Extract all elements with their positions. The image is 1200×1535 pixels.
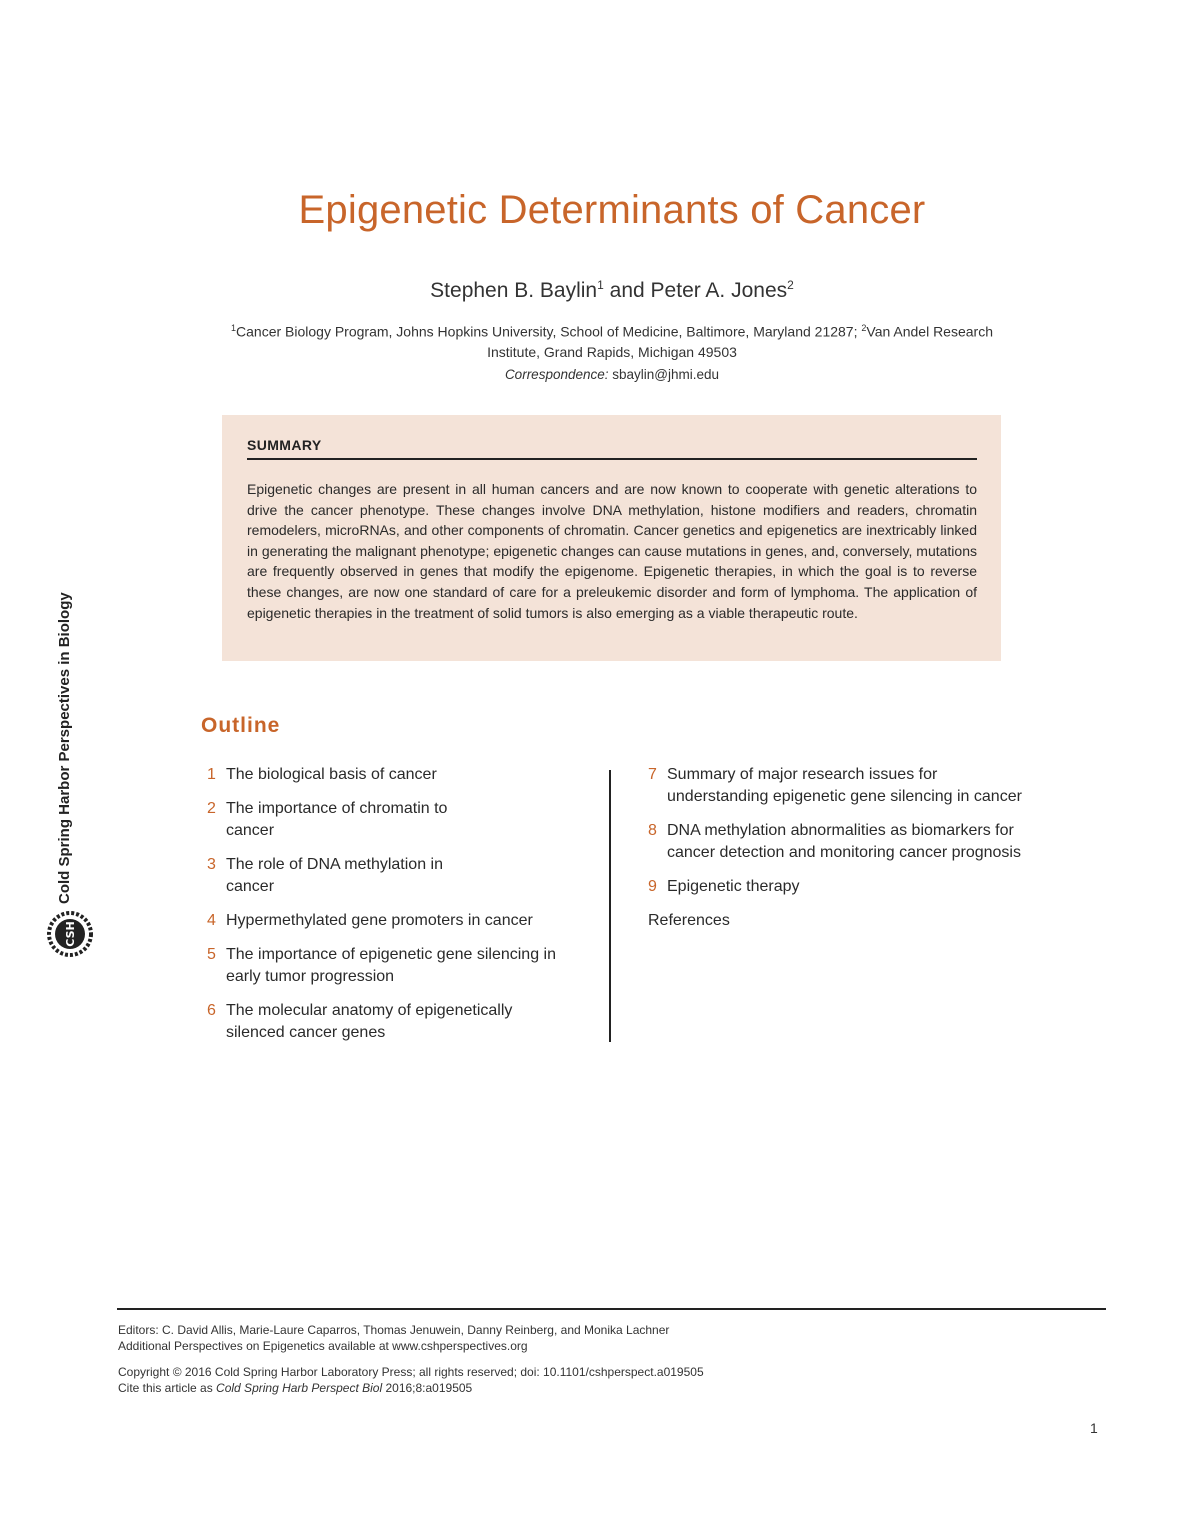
outline-label: Epigenetic therapy bbox=[667, 878, 800, 895]
footer-editors: Editors: C. David Allis, Marie-Laure Caparros, Thomas Jenuwein, Danny Reinberg, and Monika Lachner bbox=[118, 1323, 670, 1337]
footer-citation bbox=[118, 1380, 1098, 1396]
outline-number: 2 bbox=[207, 800, 216, 817]
cite-prefix: Cite this article as bbox=[118, 1381, 213, 1395]
journal-sidebar-title: Cold Spring Harbor Perspectives in Biology bbox=[56, 592, 73, 904]
article-title: Epigenetic Determinants of Cancer bbox=[298, 188, 926, 232]
outline-number: 5 bbox=[207, 946, 216, 963]
outline-item[interactable] bbox=[207, 944, 597, 988]
outline-item[interactable] bbox=[207, 1000, 597, 1044]
footer-additional: Additional Perspectives on Epigenetics available at www.cshperspectives.org bbox=[118, 1339, 528, 1353]
outline-label: The role of DNA methylation in cancer bbox=[226, 856, 443, 895]
affil-marker: 2 bbox=[861, 323, 867, 333]
outline-item[interactable] bbox=[648, 764, 1068, 808]
footer-copyright-block bbox=[118, 1364, 1098, 1396]
outline-item[interactable] bbox=[648, 876, 1068, 898]
outline-number: 1 bbox=[207, 766, 216, 783]
outline-item[interactable] bbox=[207, 798, 597, 842]
outline-number: 6 bbox=[207, 1002, 216, 1019]
outline-label: The importance of epigenetic gene silencing in early tumor progression bbox=[226, 946, 556, 985]
correspondence-email[interactable]: sbaylin@jhmi.edu bbox=[612, 367, 720, 382]
csh-logo-icon bbox=[46, 910, 94, 958]
outline-column-right bbox=[648, 764, 1068, 932]
author-conjunction: and bbox=[609, 279, 645, 302]
csh-logo-text: CSH bbox=[64, 921, 77, 947]
author-line bbox=[0, 278, 1200, 303]
outline-column-divider bbox=[609, 770, 611, 1042]
summary-heading: SUMMARY bbox=[247, 437, 977, 460]
outline-label: DNA methylation abnormalities as biomarkers for cancer detection and monitoring cancer prognosis bbox=[667, 822, 1021, 861]
outline-title: Outline bbox=[201, 714, 281, 737]
outline-label: The biological basis of cancer bbox=[226, 766, 437, 783]
affiliation-1: Cancer Biology Program, Johns Hopkins University, School of Medicine, Baltimore, Maryland 21287; bbox=[236, 323, 858, 340]
page-number: 1 bbox=[1090, 1420, 1098, 1436]
author-affil-marker: 1 bbox=[597, 278, 604, 292]
outline-number: 7 bbox=[648, 766, 657, 783]
author-affil-marker: 2 bbox=[787, 278, 794, 292]
outline-column-left bbox=[207, 764, 597, 1056]
footer-rule bbox=[117, 1308, 1106, 1310]
author-name: Peter A. Jones bbox=[650, 279, 788, 302]
footer-copyright: Copyright © 2016 Cold Spring Harbor Laboratory Press; all rights reserved; doi: 10.1101/cshperspect.a019505 bbox=[118, 1365, 704, 1379]
summary-box bbox=[222, 415, 1001, 661]
outline-label: Hypermethylated gene promoters in cancer bbox=[226, 912, 533, 929]
outline-item[interactable] bbox=[207, 854, 597, 898]
outline-item[interactable] bbox=[207, 764, 597, 786]
outline-item[interactable] bbox=[207, 910, 597, 932]
outline-item[interactable] bbox=[648, 820, 1068, 864]
affiliation-2: Van Andel Research Institute, Grand Rapids, Michigan 49503 bbox=[487, 323, 993, 360]
author-name: Stephen B. Baylin bbox=[430, 279, 598, 302]
outline-number: 8 bbox=[648, 822, 657, 839]
outline-number: 9 bbox=[648, 878, 657, 895]
correspondence-label: Correspondence: bbox=[504, 367, 609, 382]
footer-editors-block bbox=[118, 1322, 1098, 1354]
outline-label: The importance of chromatin to cancer bbox=[226, 800, 448, 839]
outline-label: The molecular anatomy of epigenetically silenced cancer genes bbox=[226, 1002, 513, 1041]
correspondence bbox=[0, 367, 1200, 382]
outline-number: 4 bbox=[207, 912, 216, 929]
cite-suffix: 2016;8:a019505 bbox=[385, 1381, 473, 1395]
outline-number: 3 bbox=[207, 856, 216, 873]
affiliations bbox=[230, 318, 994, 362]
outline-label: Summary of major research issues for understanding epigenetic gene silencing in cancer bbox=[667, 766, 1022, 805]
summary-text: Epigenetic changes are present in all human cancers and are now known to cooperate with genetic alterations to drive the cancer phenotype. These changes involve DNA methylation, histone modifiers and readers, chromatin remodelers, microRNAs, and other components of chromatin. Cancer genetics and epigenetics are inextricably linked in generating the malignant phenotype; epigenetic changes can cause mutations in genes, and, conversely, mutations are frequently observed in genes that modify the epigenome. Epigenetic therapies, in which the goal is to reverse these changes, are now one standard of care for a preleukemic disorder and form of lymphoma. The application of epigenetic therapies in the treatment of solid tumors is also emerging as a viable therapeutic route. bbox=[247, 481, 977, 621]
outline-references[interactable]: References bbox=[648, 912, 730, 929]
cite-journal: Cold Spring Harb Perspect Biol bbox=[216, 1381, 383, 1395]
affil-marker: 1 bbox=[231, 323, 237, 333]
